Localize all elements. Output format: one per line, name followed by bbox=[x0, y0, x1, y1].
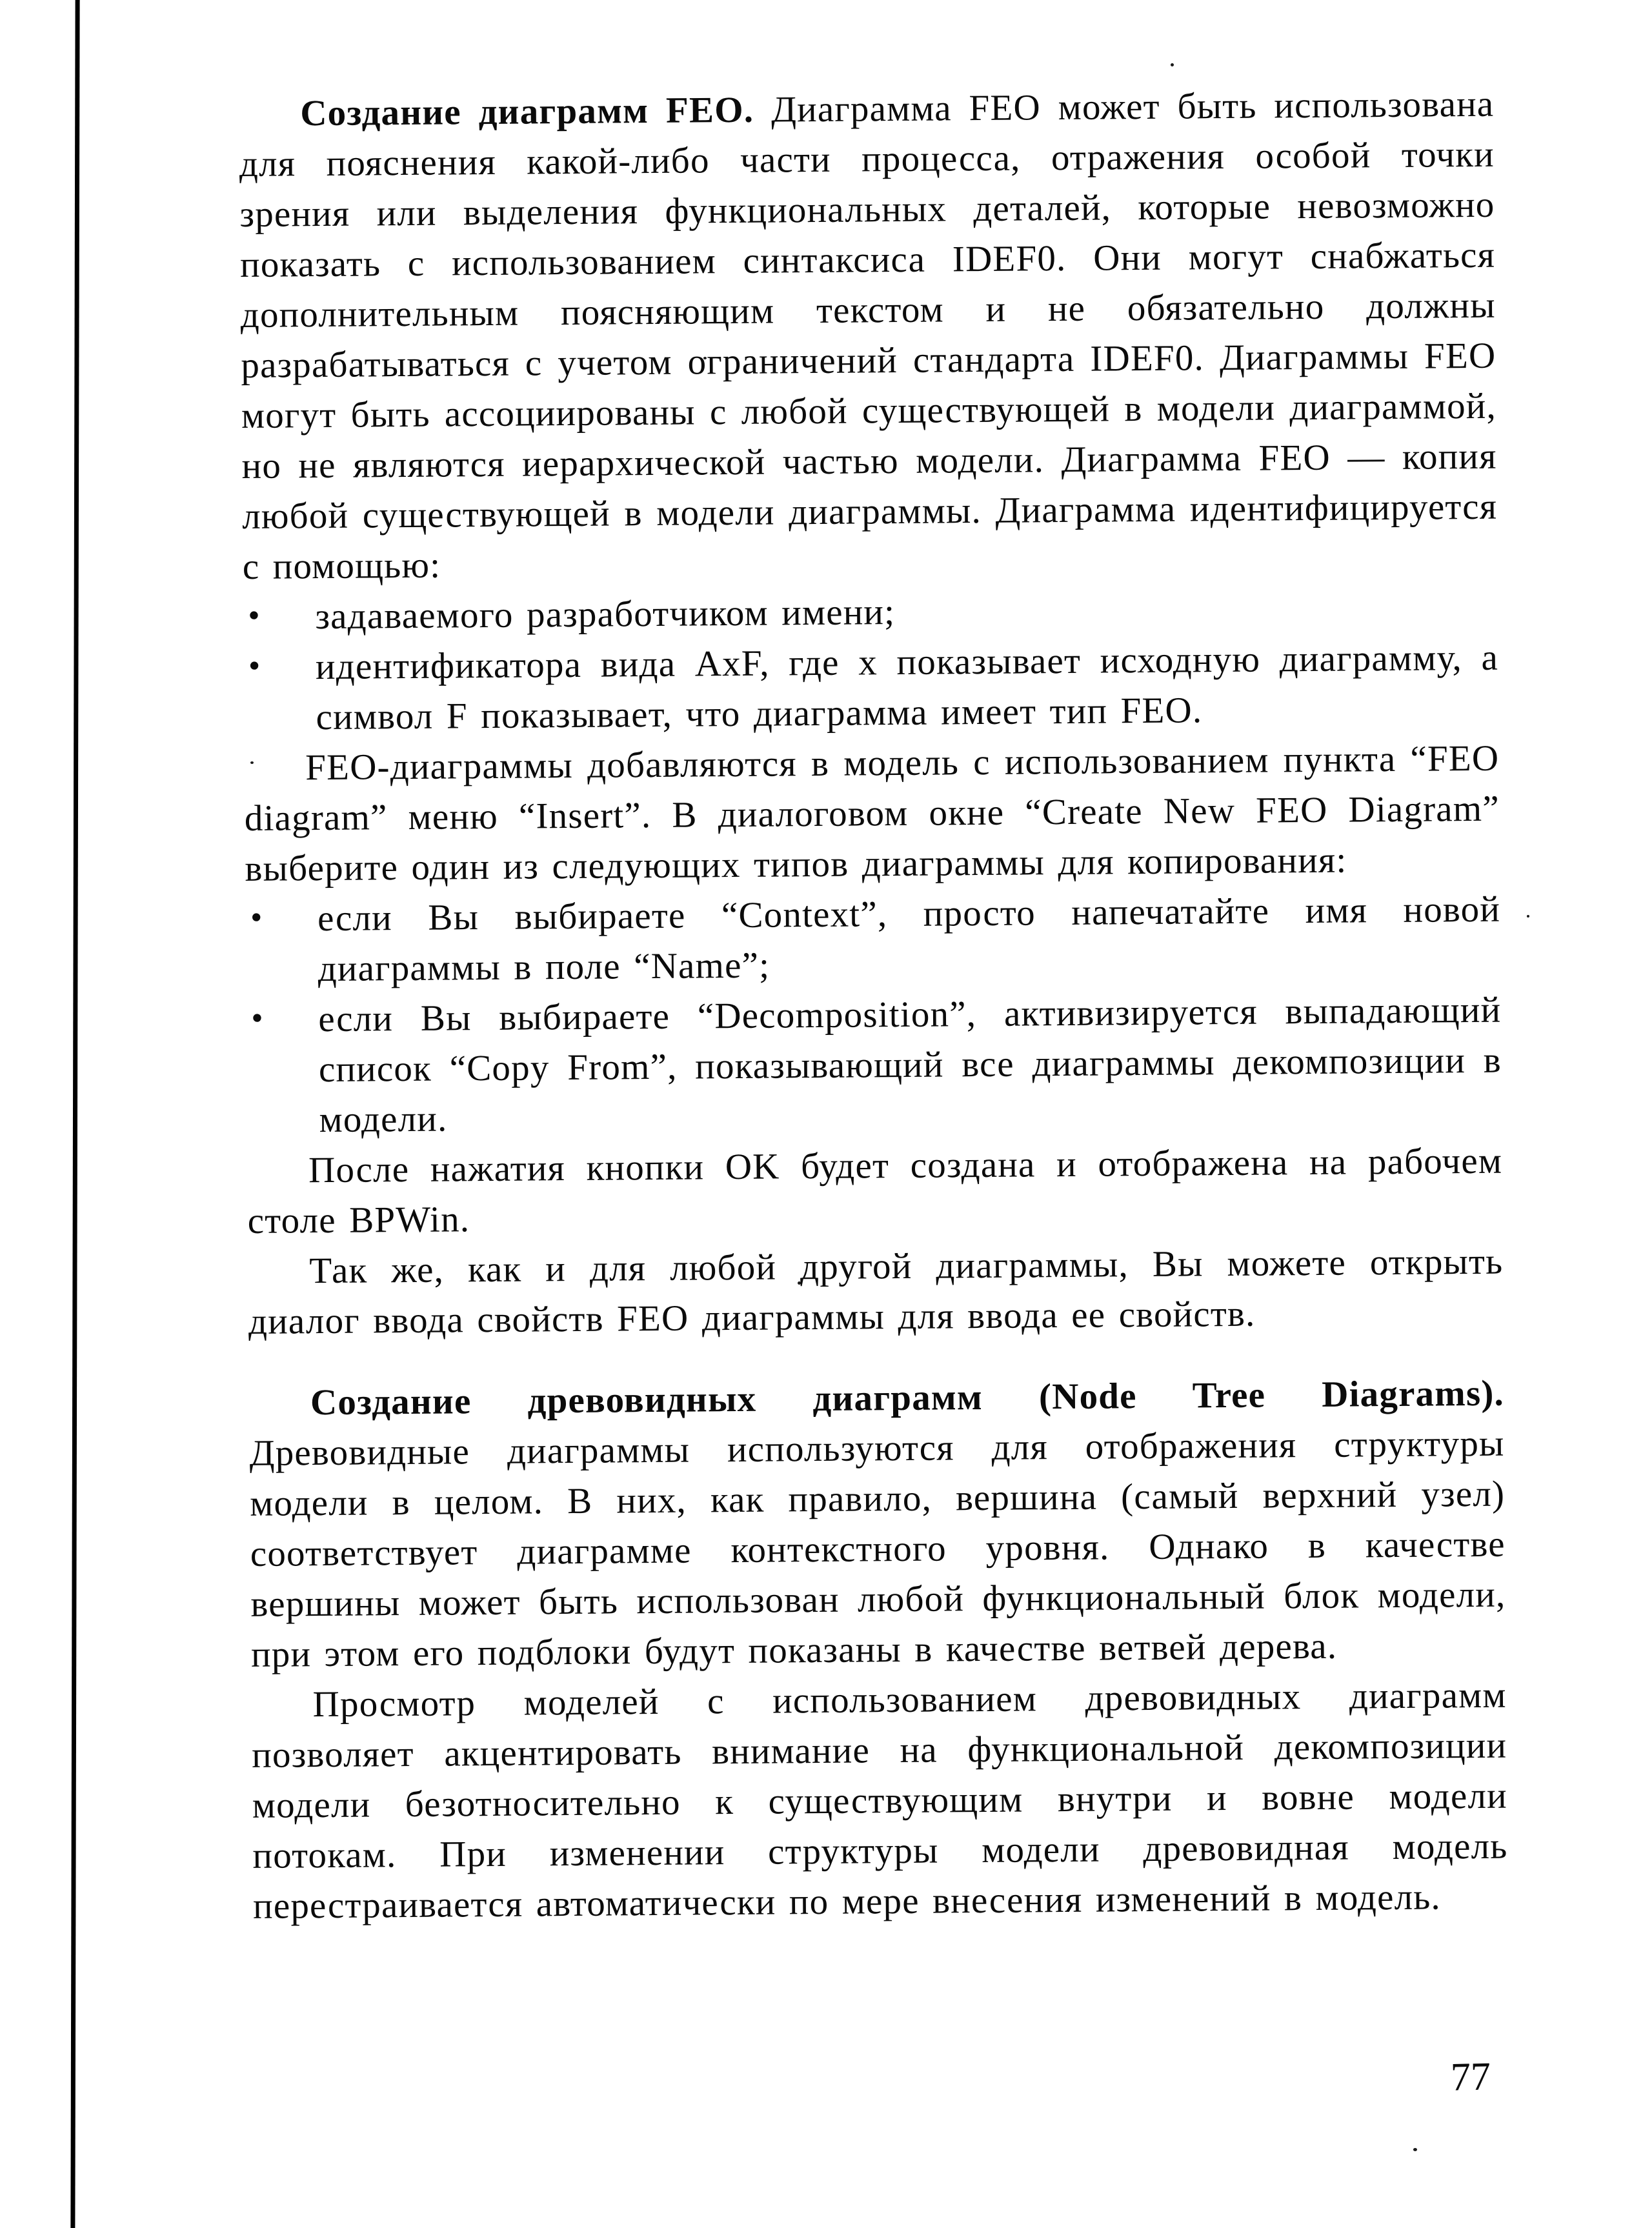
list-item bbox=[251, 985, 1502, 1145]
list-item bbox=[250, 885, 1501, 994]
bullet-icon: • bbox=[248, 597, 261, 634]
binding-edge-line bbox=[70, 0, 79, 2228]
paragraph-text: Диаграмма FEO может быть использована для пояснения какой-либо части процесса, отражения особой точки зрения или выделения функциональных деталей, которые невозможно показать с использованием синтаксиса IDEF0. Они могут снабжаться дополнительным поясняющим текстом и не обязательно должны разрабатываться с учетом ограничений стандарта IDEF0. Диаграммы FEO могут быть ассоциированы с любой существующей в модели диаграммой, но не являются иерархической частью модели. Диаграмма FEO — копия любой существующей в модели диаграммы. Диаграмма идентифицируется с помощью: bbox=[239, 83, 1498, 587]
paragraph-lead-feo: Создание диаграмм FEO. bbox=[300, 89, 754, 134]
bullet-icon: • bbox=[248, 647, 261, 685]
bullet-icon: • bbox=[250, 899, 263, 936]
paragraph-feo-intro bbox=[239, 79, 1498, 592]
paragraph-lead-node-tree: Создание древовидных диаграмм (Node Tree Diagrams). bbox=[310, 1372, 1505, 1423]
list-item-text: если Вы выбираете “Decomposition”, активизируется выпадающий список “Copy From”, показывающий все диаграммы декомпозиции в модели. bbox=[318, 989, 1502, 1141]
bullet-list-identification bbox=[243, 583, 1499, 743]
scan-speck bbox=[1527, 915, 1529, 918]
bullet-icon: • bbox=[251, 999, 264, 1037]
list-item bbox=[248, 583, 1498, 642]
text-block bbox=[239, 79, 1508, 1932]
paragraph-text: Древовидные диаграммы используются для отображения структуры модели в целом. В них, как правило, вершина (самый верхний узел) соответствует диаграмме контекстного уровня. Однако в качестве вершины может быть использован любой функциональный блок модели, при этом его подблоки будут показаны в качестве ветвей дерева. bbox=[249, 1423, 1506, 1675]
paragraph-ok-button: После нажатия кнопки OK будет создана и отображена на рабочем столе BPWin. bbox=[247, 1140, 1503, 1241]
list-item-text: если Вы выбираете “Context”, просто напечатайте имя новой диаграммы в поле “Name”; bbox=[317, 888, 1501, 990]
scan-speck bbox=[1413, 2148, 1417, 2151]
list-item-text: идентификатора вида AxF, где x показывает исходную диаграмму, а символ F показывает, что диаграмма имеет тип FEO. bbox=[315, 637, 1499, 738]
list-item bbox=[248, 633, 1499, 743]
paragraph-feo-properties: Так же, как и для любой другой диаграммы, Вы можете открыть диалог ввода свойств FEO диаграммы для ввода ее свойств. bbox=[248, 1241, 1504, 1342]
scan-speck bbox=[1171, 63, 1174, 66]
bullet-list-copy-types bbox=[245, 885, 1502, 1146]
paragraph-node-tree-view: Просмотр моделей с использованием древовидных диаграмм позволяет акцентировать внимание на функциональной декомпозиции модели безотносительно к существующим внутри и вовне модели потокам. При изменении структуры модели древовидная модель перестраивается автоматически по мере внесения изменений в модель. bbox=[252, 1674, 1508, 1927]
paragraph-node-tree-intro bbox=[249, 1369, 1507, 1680]
list-item-text: задаваемого разработчиком имени; bbox=[315, 592, 896, 637]
page-number: 77 bbox=[1450, 2054, 1491, 2100]
paragraph-feo-insert: FEO-диаграммы добавляются в модель с использованием пункта “FEO diagram” меню “Insert”. В диалоговом окне “Create New FEO Diagram” выберите один из следующих типов диаграммы для копирования: bbox=[244, 738, 1500, 889]
